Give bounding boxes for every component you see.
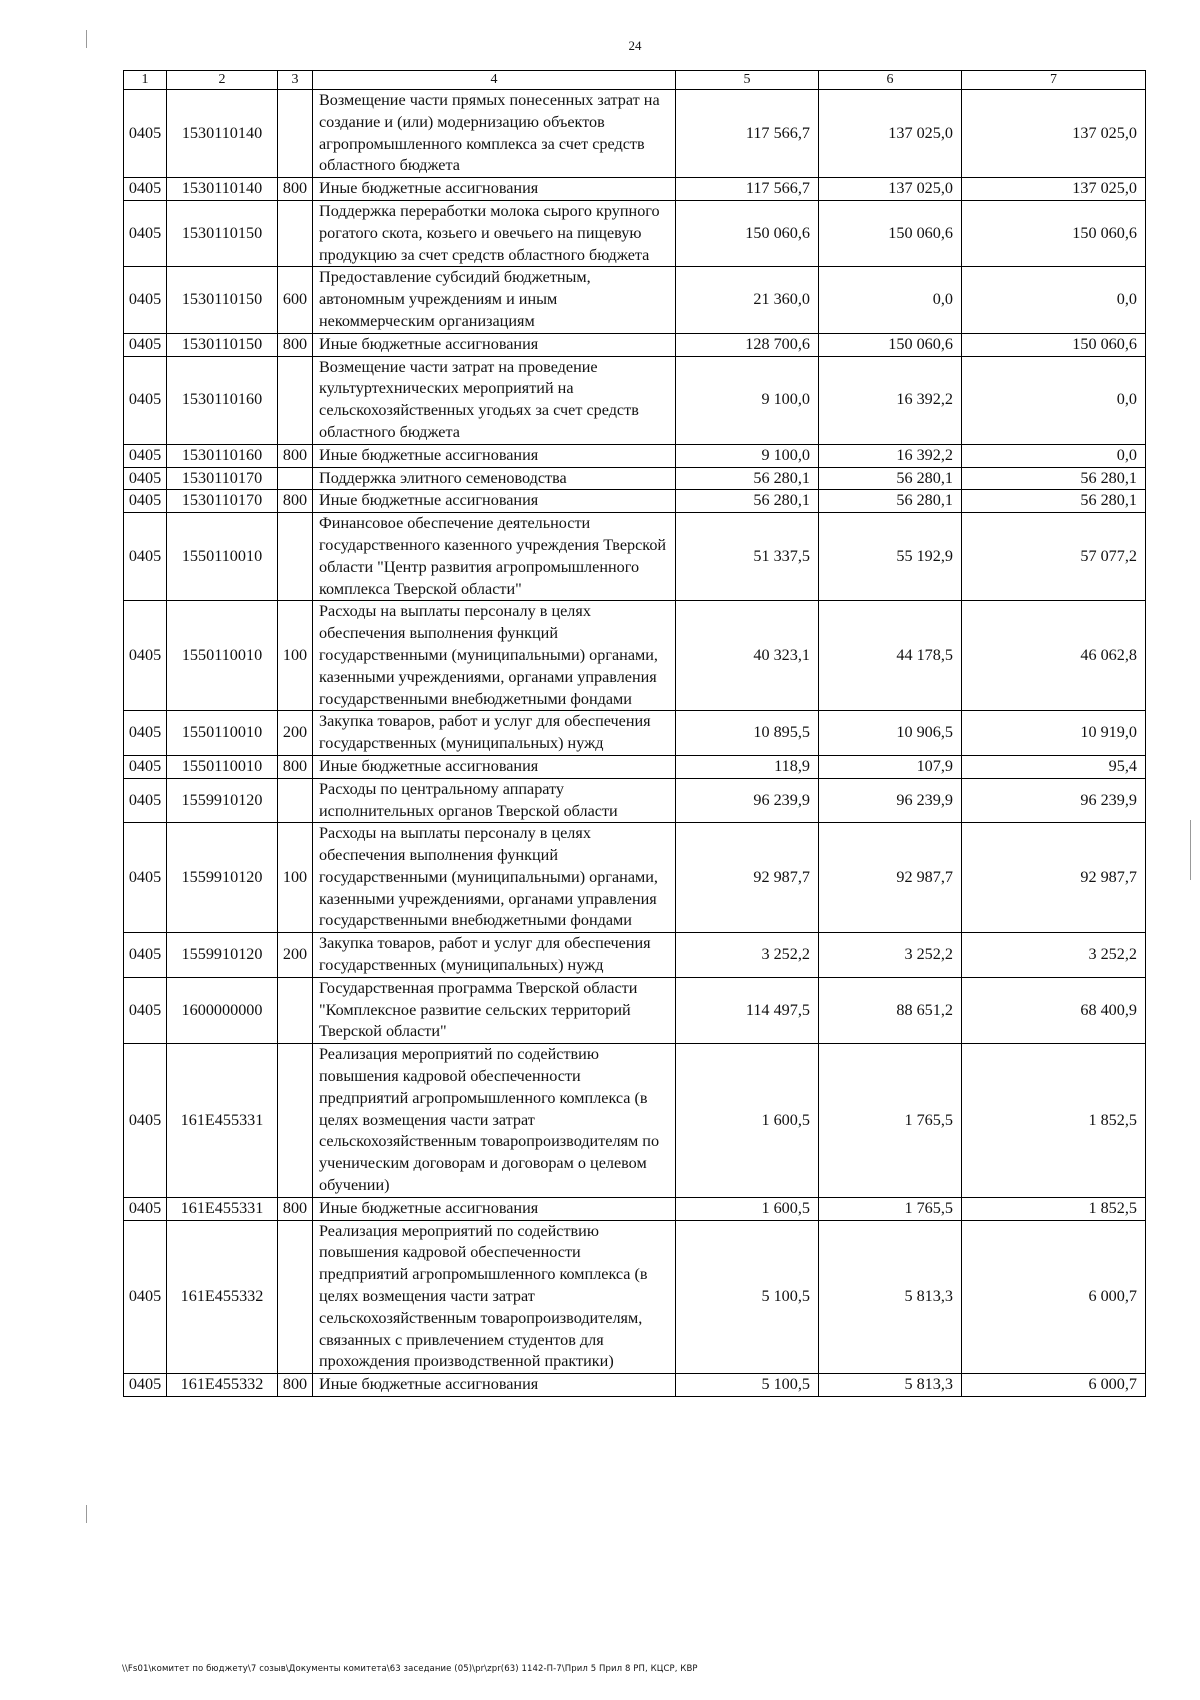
table-row: [124, 823, 1146, 933]
cell-amount-year1: 9 100,0: [676, 356, 819, 444]
cell-amount-year2: 5 813,3: [819, 1374, 962, 1397]
cell-expense-type: 600: [278, 267, 313, 333]
cell-expense-type: [278, 356, 313, 444]
cell-amount-year3: 137 025,0: [962, 90, 1146, 178]
cell-amount-year2: 5 813,3: [819, 1220, 962, 1374]
cell-amount-year3: 0,0: [962, 267, 1146, 333]
file-path-footer: \\Fs01\комитет по бюджету\7 созыв\Документы комитета\63 заседание (05)\pr\zpr(63) 1142-П-7\Прил 5 Прил 8 РП, КЦСР, КВР: [122, 1664, 698, 1674]
cell-amount-year2: 56 280,1: [819, 467, 962, 490]
cell-target-article: 1530110160: [167, 444, 278, 467]
cell-amount-year1: 1 600,5: [676, 1197, 819, 1220]
cell-target-article: 1559910120: [167, 933, 278, 978]
scan-artifact: [86, 1505, 87, 1523]
cell-section-code: 0405: [124, 267, 167, 333]
table-row: [124, 755, 1146, 778]
cell-amount-year2: 150 060,6: [819, 333, 962, 356]
header-col-7: 7: [962, 71, 1146, 90]
cell-section-code: 0405: [124, 1220, 167, 1374]
table-row: [124, 601, 1146, 711]
cell-amount-year1: 9 100,0: [676, 444, 819, 467]
table-row: [124, 977, 1146, 1043]
cell-amount-year2: 16 392,2: [819, 444, 962, 467]
cell-description: Реализация мероприятий по содействию повышения кадровой обеспеченности предприятий агропромышленного комплекса (в целях возмещения части затрат сельскохозяйственным товаропроизводителям, связанных с привлечением студентов для прохождения производственной практики): [313, 1220, 676, 1374]
cell-target-article: 1550110010: [167, 601, 278, 711]
cell-expense-type: 100: [278, 601, 313, 711]
cell-amount-year2: 44 178,5: [819, 601, 962, 711]
cell-amount-year2: 10 906,5: [819, 711, 962, 756]
cell-amount-year1: 10 895,5: [676, 711, 819, 756]
header-col-4: 4: [313, 71, 676, 90]
cell-amount-year1: 40 323,1: [676, 601, 819, 711]
table-row: [124, 267, 1146, 333]
cell-amount-year2: 88 651,2: [819, 977, 962, 1043]
cell-amount-year2: 92 987,7: [819, 823, 962, 933]
cell-expense-type: [278, 778, 313, 823]
cell-expense-type: 800: [278, 333, 313, 356]
cell-target-article: 1530110170: [167, 490, 278, 513]
cell-amount-year3: 150 060,6: [962, 200, 1146, 266]
cell-description: Финансовое обеспечение деятельности государственного казенного учреждения Тверской области "Центр развития агропромышленного комплекса Тверской области": [313, 513, 676, 601]
cell-amount-year2: 0,0: [819, 267, 962, 333]
cell-amount-year1: 117 566,7: [676, 90, 819, 178]
cell-expense-type: 100: [278, 823, 313, 933]
cell-amount-year1: 96 239,9: [676, 778, 819, 823]
cell-section-code: 0405: [124, 933, 167, 978]
table-row: [124, 778, 1146, 823]
cell-amount-year1: 21 360,0: [676, 267, 819, 333]
cell-amount-year3: 46 062,8: [962, 601, 1146, 711]
table-row: [124, 178, 1146, 201]
cell-expense-type: [278, 977, 313, 1043]
cell-section-code: 0405: [124, 1044, 167, 1198]
cell-amount-year1: 1 600,5: [676, 1044, 819, 1198]
table-row: [124, 1220, 1146, 1374]
table-row: [124, 513, 1146, 601]
cell-target-article: 1559910120: [167, 778, 278, 823]
cell-amount-year3: 96 239,9: [962, 778, 1146, 823]
cell-target-article: 161E455332: [167, 1220, 278, 1374]
cell-description: Иные бюджетные ассигнования: [313, 178, 676, 201]
cell-amount-year1: 150 060,6: [676, 200, 819, 266]
scan-artifact: [1190, 820, 1191, 880]
cell-target-article: 1530110140: [167, 90, 278, 178]
cell-expense-type: [278, 200, 313, 266]
cell-amount-year2: 1 765,5: [819, 1044, 962, 1198]
cell-amount-year1: 92 987,7: [676, 823, 819, 933]
cell-amount-year2: 56 280,1: [819, 490, 962, 513]
cell-target-article: 1530110150: [167, 333, 278, 356]
cell-section-code: 0405: [124, 711, 167, 756]
cell-section-code: 0405: [124, 200, 167, 266]
cell-expense-type: 800: [278, 444, 313, 467]
cell-section-code: 0405: [124, 490, 167, 513]
cell-target-article: 1559910120: [167, 823, 278, 933]
header-col-2: 2: [167, 71, 278, 90]
cell-section-code: 0405: [124, 755, 167, 778]
cell-amount-year1: 51 337,5: [676, 513, 819, 601]
cell-section-code: 0405: [124, 178, 167, 201]
cell-section-code: 0405: [124, 1197, 167, 1220]
cell-description: Поддержка элитного семеноводства: [313, 467, 676, 490]
cell-target-article: 161E455331: [167, 1044, 278, 1198]
table-row: [124, 1374, 1146, 1397]
table-row: [124, 1197, 1146, 1220]
cell-expense-type: [278, 1220, 313, 1374]
cell-amount-year3: 92 987,7: [962, 823, 1146, 933]
cell-amount-year2: 137 025,0: [819, 178, 962, 201]
cell-amount-year2: 55 192,9: [819, 513, 962, 601]
cell-description: Расходы по центральному аппарату исполнительных органов Тверской области: [313, 778, 676, 823]
cell-amount-year3: 95,4: [962, 755, 1146, 778]
cell-amount-year2: 96 239,9: [819, 778, 962, 823]
cell-amount-year3: 3 252,2: [962, 933, 1146, 978]
cell-expense-type: [278, 513, 313, 601]
cell-expense-type: 800: [278, 178, 313, 201]
cell-expense-type: [278, 467, 313, 490]
cell-target-article: 161E455332: [167, 1374, 278, 1397]
cell-amount-year2: 107,9: [819, 755, 962, 778]
cell-description: Иные бюджетные ассигнования: [313, 333, 676, 356]
table-row: [124, 444, 1146, 467]
table-row: [124, 333, 1146, 356]
cell-amount-year1: 118,9: [676, 755, 819, 778]
cell-description: Закупка товаров, работ и услуг для обеспечения государственных (муниципальных) нужд: [313, 711, 676, 756]
cell-amount-year2: 16 392,2: [819, 356, 962, 444]
cell-amount-year3: 0,0: [962, 444, 1146, 467]
cell-amount-year3: 6 000,7: [962, 1374, 1146, 1397]
cell-section-code: 0405: [124, 90, 167, 178]
cell-section-code: 0405: [124, 977, 167, 1043]
cell-target-article: 1550110010: [167, 513, 278, 601]
header-col-3: 3: [278, 71, 313, 90]
cell-amount-year2: 1 765,5: [819, 1197, 962, 1220]
cell-section-code: 0405: [124, 356, 167, 444]
cell-section-code: 0405: [124, 333, 167, 356]
cell-description: Закупка товаров, работ и услуг для обеспечения государственных (муниципальных) нужд: [313, 933, 676, 978]
table-header-row: [124, 71, 1146, 90]
table-row: [124, 711, 1146, 756]
cell-amount-year1: 56 280,1: [676, 490, 819, 513]
cell-section-code: 0405: [124, 778, 167, 823]
cell-amount-year3: 57 077,2: [962, 513, 1146, 601]
cell-target-article: 1530110140: [167, 178, 278, 201]
cell-amount-year1: 3 252,2: [676, 933, 819, 978]
budget-table: [123, 70, 1146, 1397]
cell-description: Предоставление субсидий бюджетным, автономным учреждениям и иным некоммерческим организациям: [313, 267, 676, 333]
cell-amount-year1: 5 100,5: [676, 1220, 819, 1374]
cell-amount-year1: 114 497,5: [676, 977, 819, 1043]
cell-amount-year1: 56 280,1: [676, 467, 819, 490]
cell-amount-year2: 137 025,0: [819, 90, 962, 178]
cell-description: Возмещение части затрат на проведение культуртехнических мероприятий на сельскохозяйственных угодьях за счет средств областного бюджета: [313, 356, 676, 444]
cell-amount-year3: 1 852,5: [962, 1044, 1146, 1198]
table-row: [124, 933, 1146, 978]
cell-description: Поддержка переработки молока сырого крупного рогатого скота, козьего и овечьего на пищевую продукцию за счет средств областного бюджета: [313, 200, 676, 266]
cell-amount-year3: 137 025,0: [962, 178, 1146, 201]
cell-expense-type: 800: [278, 1374, 313, 1397]
page-number: 24: [628, 38, 642, 53]
cell-amount-year3: 68 400,9: [962, 977, 1146, 1043]
cell-description: Иные бюджетные ассигнования: [313, 755, 676, 778]
cell-amount-year3: 56 280,1: [962, 490, 1146, 513]
cell-target-article: 1530110150: [167, 200, 278, 266]
cell-amount-year3: 56 280,1: [962, 467, 1146, 490]
cell-amount-year2: 3 252,2: [819, 933, 962, 978]
cell-target-article: 1530110170: [167, 467, 278, 490]
table-row: [124, 200, 1146, 266]
cell-target-article: 1530110150: [167, 267, 278, 333]
cell-section-code: 0405: [124, 601, 167, 711]
cell-description: Иные бюджетные ассигнования: [313, 1197, 676, 1220]
header-col-1: 1: [124, 71, 167, 90]
cell-description: Расходы на выплаты персоналу в целях обеспечения выполнения функций государственными (муниципальными) органами, казенными учреждениями, органами управления государственными внебюджетными фондами: [313, 601, 676, 711]
cell-target-article: 161E455331: [167, 1197, 278, 1220]
table-row: [124, 356, 1146, 444]
cell-amount-year3: 6 000,7: [962, 1220, 1146, 1374]
cell-expense-type: 200: [278, 933, 313, 978]
cell-expense-type: [278, 90, 313, 178]
cell-description: Иные бюджетные ассигнования: [313, 490, 676, 513]
cell-section-code: 0405: [124, 467, 167, 490]
cell-expense-type: 800: [278, 1197, 313, 1220]
cell-amount-year3: 0,0: [962, 356, 1146, 444]
cell-amount-year3: 150 060,6: [962, 333, 1146, 356]
cell-target-article: 1600000000: [167, 977, 278, 1043]
cell-description: Возмещение части прямых понесенных затрат на создание и (или) модернизацию объектов агропромышленного комплекса за счет средств областного бюджета: [313, 90, 676, 178]
cell-section-code: 0405: [124, 823, 167, 933]
cell-target-article: 1550110010: [167, 711, 278, 756]
cell-description: Иные бюджетные ассигнования: [313, 1374, 676, 1397]
cell-expense-type: 800: [278, 490, 313, 513]
cell-expense-type: 200: [278, 711, 313, 756]
cell-amount-year3: 1 852,5: [962, 1197, 1146, 1220]
cell-target-article: 1530110160: [167, 356, 278, 444]
cell-amount-year3: 10 919,0: [962, 711, 1146, 756]
table-row: [124, 90, 1146, 178]
scan-artifact: [86, 30, 87, 48]
header-col-6: 6: [819, 71, 962, 90]
table-row: [124, 467, 1146, 490]
cell-section-code: 0405: [124, 444, 167, 467]
cell-expense-type: 800: [278, 755, 313, 778]
cell-expense-type: [278, 1044, 313, 1198]
table-row: [124, 1044, 1146, 1198]
table-row: [124, 490, 1146, 513]
cell-description: Расходы на выплаты персоналу в целях обеспечения выполнения функций государственными (муниципальными) органами, казенными учреждениями, органами управления государственными внебюджетными фондами: [313, 823, 676, 933]
cell-description: Иные бюджетные ассигнования: [313, 444, 676, 467]
cell-amount-year1: 117 566,7: [676, 178, 819, 201]
cell-section-code: 0405: [124, 1374, 167, 1397]
header-col-5: 5: [676, 71, 819, 90]
cell-amount-year1: 128 700,6: [676, 333, 819, 356]
cell-section-code: 0405: [124, 513, 167, 601]
cell-description: Реализация мероприятий по содействию повышения кадровой обеспеченности предприятий агропромышленного комплекса (в целях возмещения части затрат сельскохозяйственным товаропроизводителям по ученическим договорам и договорам о целевом обучении): [313, 1044, 676, 1198]
cell-target-article: 1550110010: [167, 755, 278, 778]
cell-amount-year1: 5 100,5: [676, 1374, 819, 1397]
cell-amount-year2: 150 060,6: [819, 200, 962, 266]
cell-description: Государственная программа Тверской области "Комплексное развитие сельских территорий Тверской области": [313, 977, 676, 1043]
